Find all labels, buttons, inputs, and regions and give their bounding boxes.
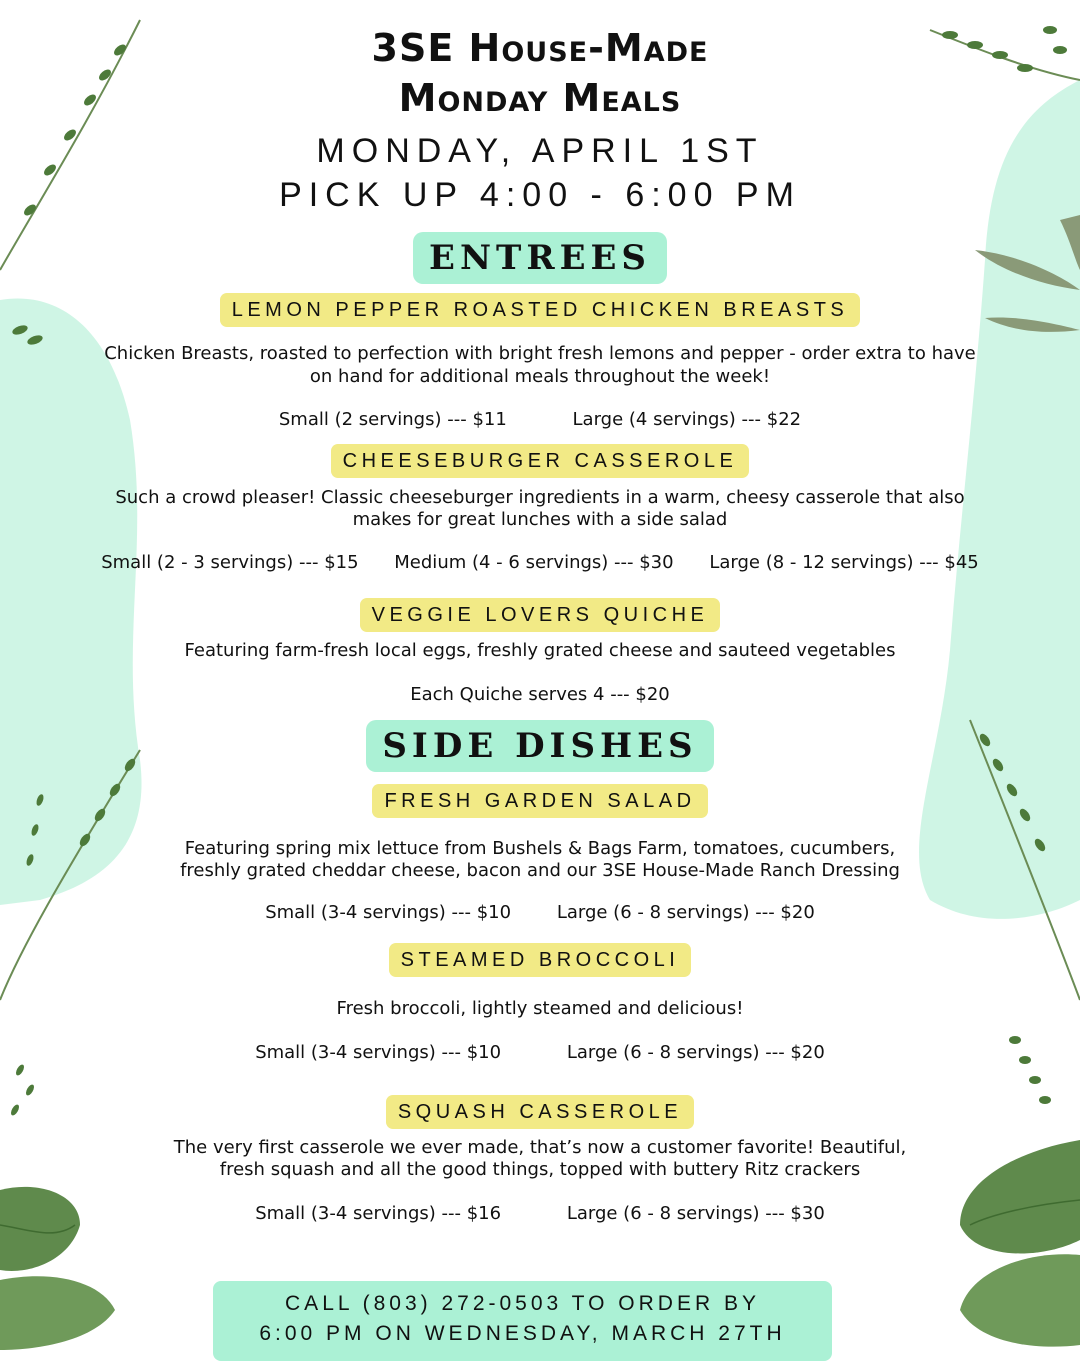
item-prices [0,1203,1080,1225]
item-prices [0,684,1080,706]
section-heading-side-dishes: SIDE DISHES [366,720,713,772]
price-option: Large (6 - 8 servings) --- $20 [556,902,815,923]
item-name-badge: FRESH GARDEN SALAD [372,784,707,818]
menu-item-lemon-chicken [0,293,1080,327]
item-prices [0,409,1080,431]
price-option: Large (6 - 8 servings) --- $30 [566,1203,825,1224]
menu-item-garden-salad [0,784,1080,818]
item-name-badge: VEGGIE LOVERS QUICHE [360,598,721,632]
flyer-title-line2: Monday Meals [398,76,682,120]
cta-line2: 6:00 PM ON WEDNESDAY, MARCH 27TH [259,1322,786,1345]
price-option: Small (2 servings) --- $11 [278,409,507,430]
item-name-badge: SQUASH CASSEROLE [386,1095,694,1129]
item-description-line1: Featuring farm-fresh local eggs, freshly grated cheese and sauteed vegetables [184,640,896,661]
item-description-line1: Chicken Breasts, roasted to perfection with bright fresh lemons and pepper - order extra to have [104,343,976,364]
order-call-to-action [213,1281,832,1361]
item-description-line1: Featuring spring mix lettuce from Bushels & Bags Farm, tomatoes, cucumbers, [184,838,896,859]
price-option: Large (4 servings) --- $22 [572,409,802,430]
cta-line1: CALL (803) 272-0503 TO ORDER BY [285,1292,760,1315]
price-option: Large (6 - 8 servings) --- $20 [566,1042,825,1063]
item-description-line2: freshly grated cheddar cheese, bacon and our 3SE House-Made Ranch Dressing [180,860,900,881]
menu-item-squash-casserole [0,1095,1080,1129]
item-name-badge: LEMON PEPPER ROASTED CHICKEN BREASTS [220,293,861,327]
price-option: Small (3-4 servings) --- $10 [265,902,512,923]
item-prices [0,902,1080,924]
price-option: Medium (4 - 6 servings) --- $30 [394,552,674,573]
item-description-line1: Fresh broccoli, lightly steamed and delicious! [336,998,744,1019]
menu-item-cheeseburger-casserole [0,444,1080,478]
section-side-dishes [0,720,1080,772]
section-heading-entrees: ENTREES [413,232,667,284]
flyer-title-line1: 3SE House-Made [371,26,709,70]
menu-item-veggie-quiche [0,598,1080,632]
item-description-line2: on hand for additional meals throughout the week! [309,366,771,387]
event-date: MONDAY, APRIL 1ST [316,132,764,170]
item-description-line1: The very first casserole we ever made, that’s now a customer favorite! Beautiful, [173,1137,907,1158]
item-description-line2: makes for great lunches with a side salad [352,509,728,530]
item-description-line1: Such a crowd pleaser! Classic cheeseburger ingredients in a warm, cheesy casserole that also [115,487,965,508]
item-description-line2: fresh squash and all the good things, topped with buttery Ritz crackers [219,1159,861,1180]
menu-item-steamed-broccoli [0,943,1080,977]
item-prices [0,1042,1080,1064]
pickup-time: PICK UP 4:00 - 6:00 PM [279,176,801,214]
price-option: Each Quiche serves 4 --- $20 [410,684,670,705]
price-option: Small (2 - 3 servings) --- $15 [101,552,359,573]
section-entrees [0,232,1080,284]
item-name-badge: STEAMED BROCCOLI [389,943,692,977]
item-prices [0,552,1080,574]
price-option: Small (3-4 servings) --- $10 [255,1042,502,1063]
item-name-badge: CHEESEBURGER CASSEROLE [331,444,750,478]
price-option: Large (8 - 12 servings) --- $45 [709,552,979,573]
price-option: Small (3-4 servings) --- $16 [255,1203,502,1224]
